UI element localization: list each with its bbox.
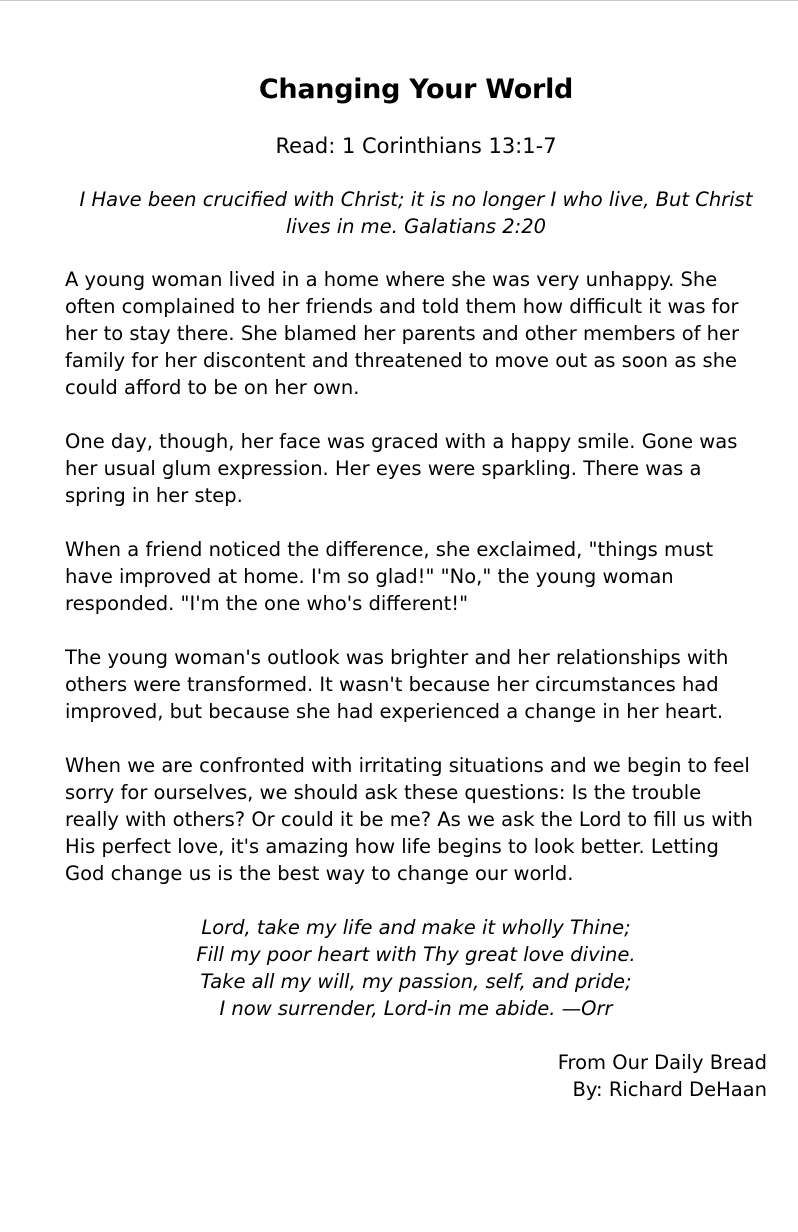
- paragraph-1: A young woman lived in a home where she was very unhappy. She often complained to her friends and told them how difficult it was for her to stay there. She blamed her parents and other members of her family for her discontent and threatened to move out as soon as she could afford to be on her own.: [65, 268, 740, 399]
- paragraph-2: One day, though, her face was graced with a happy smile. Gone was her usual glum expression. Her eyes were sparkling. There was a spring in her step.: [65, 430, 738, 507]
- poem-line: Lord, take my life and make it wholly Thine;: [201, 916, 631, 939]
- poem-line: I now surrender, Lord-in me abide. —Orr: [219, 997, 613, 1020]
- attribution: [65, 1049, 767, 1103]
- poem-line: Fill my poor heart with Thy great love divine.: [196, 943, 636, 966]
- paragraph-4: The young woman's outlook was brighter and her relationships with others were transformed. It wasn't because her circumstances had improved, but because she had experienced a change in her heart.: [65, 646, 729, 723]
- paragraph-5: When we are confronted with irritating situations and we begin to feel sorry for ourselves, we should ask these questions: Is the trouble really with others? Or could it be me? As we ask the Lord to fill us with His perfect love, it's amazing how life begins to look better. Letting God change us is the best way to change our world.: [65, 754, 753, 885]
- scripture-reading: Read: 1 Corinthians 13:1-7: [275, 134, 557, 158]
- author-line: By: Richard DeHaan: [572, 1078, 767, 1101]
- source-line: From Our Daily Bread: [557, 1051, 767, 1074]
- paragraph-3: When a friend noticed the difference, she exclaimed, "things must have improved at home. I'm so glad!" "No," the young woman responded. "I'm the one who's different!": [65, 538, 714, 615]
- key-verse: I Have been crucified with Christ; it is no longer I who live, But Christ lives in me. Galatians 2:20: [79, 188, 753, 238]
- closing-poem: [65, 914, 767, 1022]
- page-title: Changing Your World: [258, 74, 574, 105]
- article-body: [65, 266, 767, 887]
- top-border-line: [0, 0, 798, 1]
- devotional-page: [65, 72, 767, 1103]
- poem-line: Take all my will, my passion, self, and pride;: [200, 970, 632, 993]
